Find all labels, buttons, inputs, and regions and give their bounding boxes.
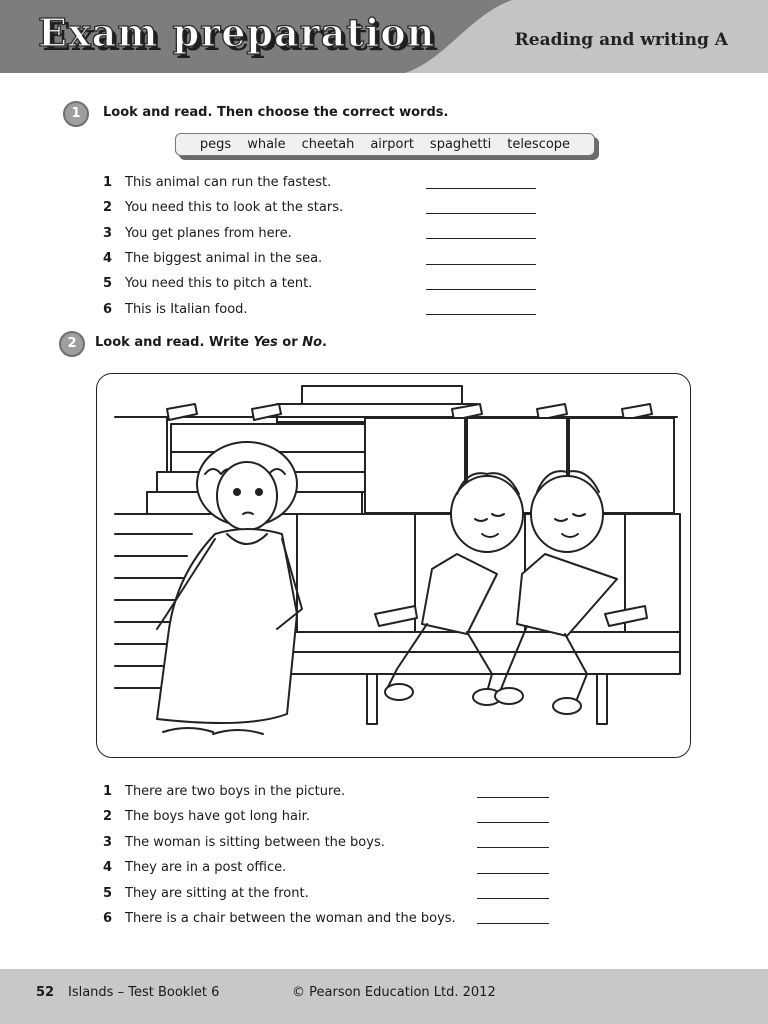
answer-line[interactable] (426, 289, 536, 290)
item-text: You get planes from here. (125, 226, 292, 241)
copyright: © Pearson Education Ltd. 2012 (292, 985, 496, 1000)
exercise-1-instruction: Look and read. Then choose the correct words. (103, 105, 449, 120)
item-text: This is Italian food. (125, 302, 248, 317)
item-text: You need this to look at the stars. (125, 200, 344, 215)
page-footer (0, 969, 768, 1024)
word-bank-word: cheetah (301, 137, 355, 152)
item-text: They are sitting at the front. (125, 886, 309, 901)
answer-line[interactable] (426, 238, 536, 239)
item-number: 6 (103, 911, 113, 926)
item-text: There is a chair between the woman and the boys. (125, 911, 456, 926)
answer-line[interactable] (477, 822, 549, 823)
word-bank-word: spaghetti (429, 137, 492, 152)
word-bank-word: whale (247, 137, 286, 152)
item-number: 2 (103, 809, 113, 824)
section-subtitle: Reading and writing A (514, 30, 728, 50)
exercise-1-number: 1 (63, 101, 89, 127)
item-number: 4 (103, 860, 113, 875)
item-text: This animal can run the fastest. (125, 175, 332, 190)
word-bank-word: telescope (507, 137, 571, 152)
word-bank (175, 133, 595, 156)
word-bank-word: pegs (199, 137, 232, 152)
item-text: The woman is sitting between the boys. (125, 835, 385, 850)
item-number: 4 (103, 251, 113, 266)
item-number: 1 (103, 784, 113, 799)
item-number: 5 (103, 276, 113, 291)
answer-line[interactable] (477, 898, 549, 899)
item-text: The boys have got long hair. (125, 809, 310, 824)
page-header (0, 0, 768, 73)
instruction-text: or (277, 335, 303, 350)
book-title: Islands – Test Booklet 6 (68, 985, 220, 1000)
answer-line[interactable] (426, 188, 536, 189)
item-number: 2 (103, 200, 113, 215)
cinema-seats-illustration (97, 374, 690, 757)
answer-line[interactable] (426, 314, 536, 315)
exercise-2-instruction (95, 335, 327, 350)
item-number: 6 (103, 302, 113, 317)
item-number: 5 (103, 886, 113, 901)
instruction-text: . (322, 335, 327, 350)
answer-line[interactable] (477, 847, 549, 848)
answer-line[interactable] (477, 797, 549, 798)
item-text: The biggest animal in the sea. (125, 251, 323, 266)
word-bank-word: airport (370, 137, 414, 152)
answer-line[interactable] (477, 873, 549, 874)
item-text: You need this to pitch a tent. (125, 276, 313, 291)
item-number: 1 (103, 175, 113, 190)
item-text: There are two boys in the picture. (125, 784, 346, 799)
exercise-2-number: 2 (59, 331, 85, 357)
item-text: They are in a post office. (125, 860, 287, 875)
illustration-frame (96, 373, 691, 758)
page-title: Exam preparation (38, 10, 436, 55)
answer-line[interactable] (477, 923, 549, 924)
instruction-text: Look and read. Write (95, 335, 254, 350)
instruction-yes: Yes (253, 335, 278, 350)
item-number: 3 (103, 226, 113, 241)
item-number: 3 (103, 835, 113, 850)
answer-line[interactable] (426, 264, 536, 265)
page-number: 52 (36, 985, 55, 1000)
instruction-no: No (302, 335, 322, 350)
answer-line[interactable] (426, 213, 536, 214)
